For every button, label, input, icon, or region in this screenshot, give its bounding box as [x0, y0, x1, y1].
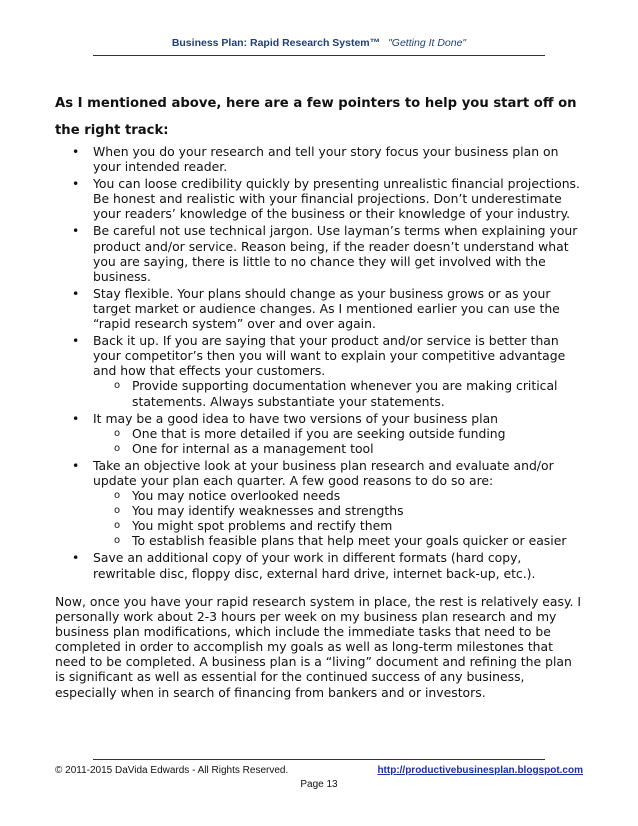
- list-item: [59, 333, 584, 408]
- sub-list-item-text: You may notice overlooked needs: [132, 488, 341, 504]
- copyright-notice: © 2011-2015 DaVida Edwards - All Rights Reserved.: [55, 765, 289, 776]
- list-item: [59, 550, 584, 580]
- header-tagline: "Getting It Done": [388, 37, 467, 49]
- blog-link[interactable]: http://productivebusinesplan.blogspot.com: [377, 765, 583, 776]
- circle-bullet-icon: o: [114, 505, 121, 517]
- sub-list-item: [93, 518, 584, 533]
- sub-list-item: [93, 533, 584, 548]
- sub-list-item-text: You might spot problems and rectify them: [132, 518, 393, 534]
- bullet-icon: •: [72, 457, 80, 473]
- list-item-text: Back it up. If you are saying that your product and/or service is better than your competitor’s then you will want to explain your competitive advantage and how that effects your customers.: [93, 333, 566, 379]
- circle-bullet-icon: o: [114, 427, 121, 439]
- sub-list-item-text: To establish feasible plans that help meet your goals quicker or easier: [132, 533, 567, 549]
- list-item: [59, 286, 584, 331]
- bullet-icon: •: [72, 333, 80, 349]
- list-item: [59, 458, 584, 549]
- footer-divider: [93, 759, 545, 760]
- sub-list-item: [93, 378, 584, 408]
- header-divider: [93, 55, 545, 56]
- page-header: [0, 37, 638, 49]
- pointer-list: [59, 144, 584, 583]
- list-item-text: Be careful not use technical jargon. Use layman’s terms when explaining your product and/or service. Reason being, if the reader doesn’t understand what you are saying, there is little to no chance they will get involved with the business.: [93, 223, 578, 284]
- bullet-icon: •: [72, 285, 80, 301]
- circle-bullet-icon: o: [114, 535, 121, 547]
- sub-list-item-text: Provide supporting documentation whenever you are making critical statements. Always substantiate your statements.: [132, 378, 558, 409]
- sub-list-item: [93, 503, 584, 518]
- list-item-text: When you do your research and tell your story focus your business plan on your intended reader.: [93, 144, 559, 175]
- closing-paragraph: Now, once you have your rapid research system in place, the rest is relatively easy. I personally work about 2-3 hours per week on my business plan research and my business plan modifications, which include the immediate tasks that need to be completed in order to accomplish my goals as well as long-term milestones that need to be completed. A business plan is a “living” document and refining the plan is significant as well as essential for the continued success of any business, especially when in search of financing from bankers and or investors.: [55, 594, 582, 700]
- list-item: [59, 223, 584, 283]
- bullet-icon: •: [72, 176, 80, 192]
- header-title: Business Plan: Rapid Research System™: [171, 37, 381, 49]
- sub-list-item: [93, 441, 584, 456]
- list-item-text: It may be a good idea to have two versions of your business plan: [93, 410, 499, 426]
- bullet-icon: •: [72, 550, 80, 566]
- bullet-icon: •: [72, 223, 80, 239]
- circle-bullet-icon: o: [114, 442, 121, 454]
- sub-list: [93, 426, 584, 456]
- bullet-icon: •: [72, 144, 80, 159]
- list-item-text: You can loose credibility quickly by presenting unrealistic financial projections. Be honest and realistic with your financial projections. Don’t underestimate your readers’ knowledge of the business or their knowledge of your industry.: [93, 176, 580, 222]
- sub-list-item-text: You may identify weaknesses and strengths: [132, 503, 404, 519]
- sub-list-item: [93, 488, 584, 503]
- list-item: [59, 144, 584, 174]
- sub-list-item-text: One that is more detailed if you are seeking outside funding: [132, 425, 506, 441]
- list-item-text: Save an additional copy of your work in different formats (hard copy, rewritable disc, floppy disc, external hard drive, internet back-up, etc.).: [93, 550, 536, 581]
- list-item-text: Stay flexible. Your plans should change as your business grows or as your target market or audience changes. As I mentioned earlier you can use the “rapid research system” over and over again.: [93, 285, 560, 332]
- page-number: Page 13: [300, 779, 338, 790]
- bullet-icon: •: [72, 410, 80, 426]
- circle-bullet-icon: o: [114, 520, 121, 532]
- sub-list-item-text: One for internal as a management tool: [132, 440, 374, 456]
- intro-heading: As I mentioned above, here are a few pointers to help you start off on the right track:: [55, 96, 577, 138]
- sub-list: [93, 378, 584, 408]
- list-item: [59, 176, 584, 221]
- sub-list: [93, 488, 584, 548]
- sub-list-item: [93, 426, 584, 441]
- circle-bullet-icon: o: [114, 380, 121, 392]
- circle-bullet-icon: o: [114, 490, 121, 502]
- list-item: [59, 411, 584, 456]
- list-item-text: Take an objective look at your business plan research and evaluate and/or update your plan each quarter. A few good reasons to do so are:: [93, 457, 554, 488]
